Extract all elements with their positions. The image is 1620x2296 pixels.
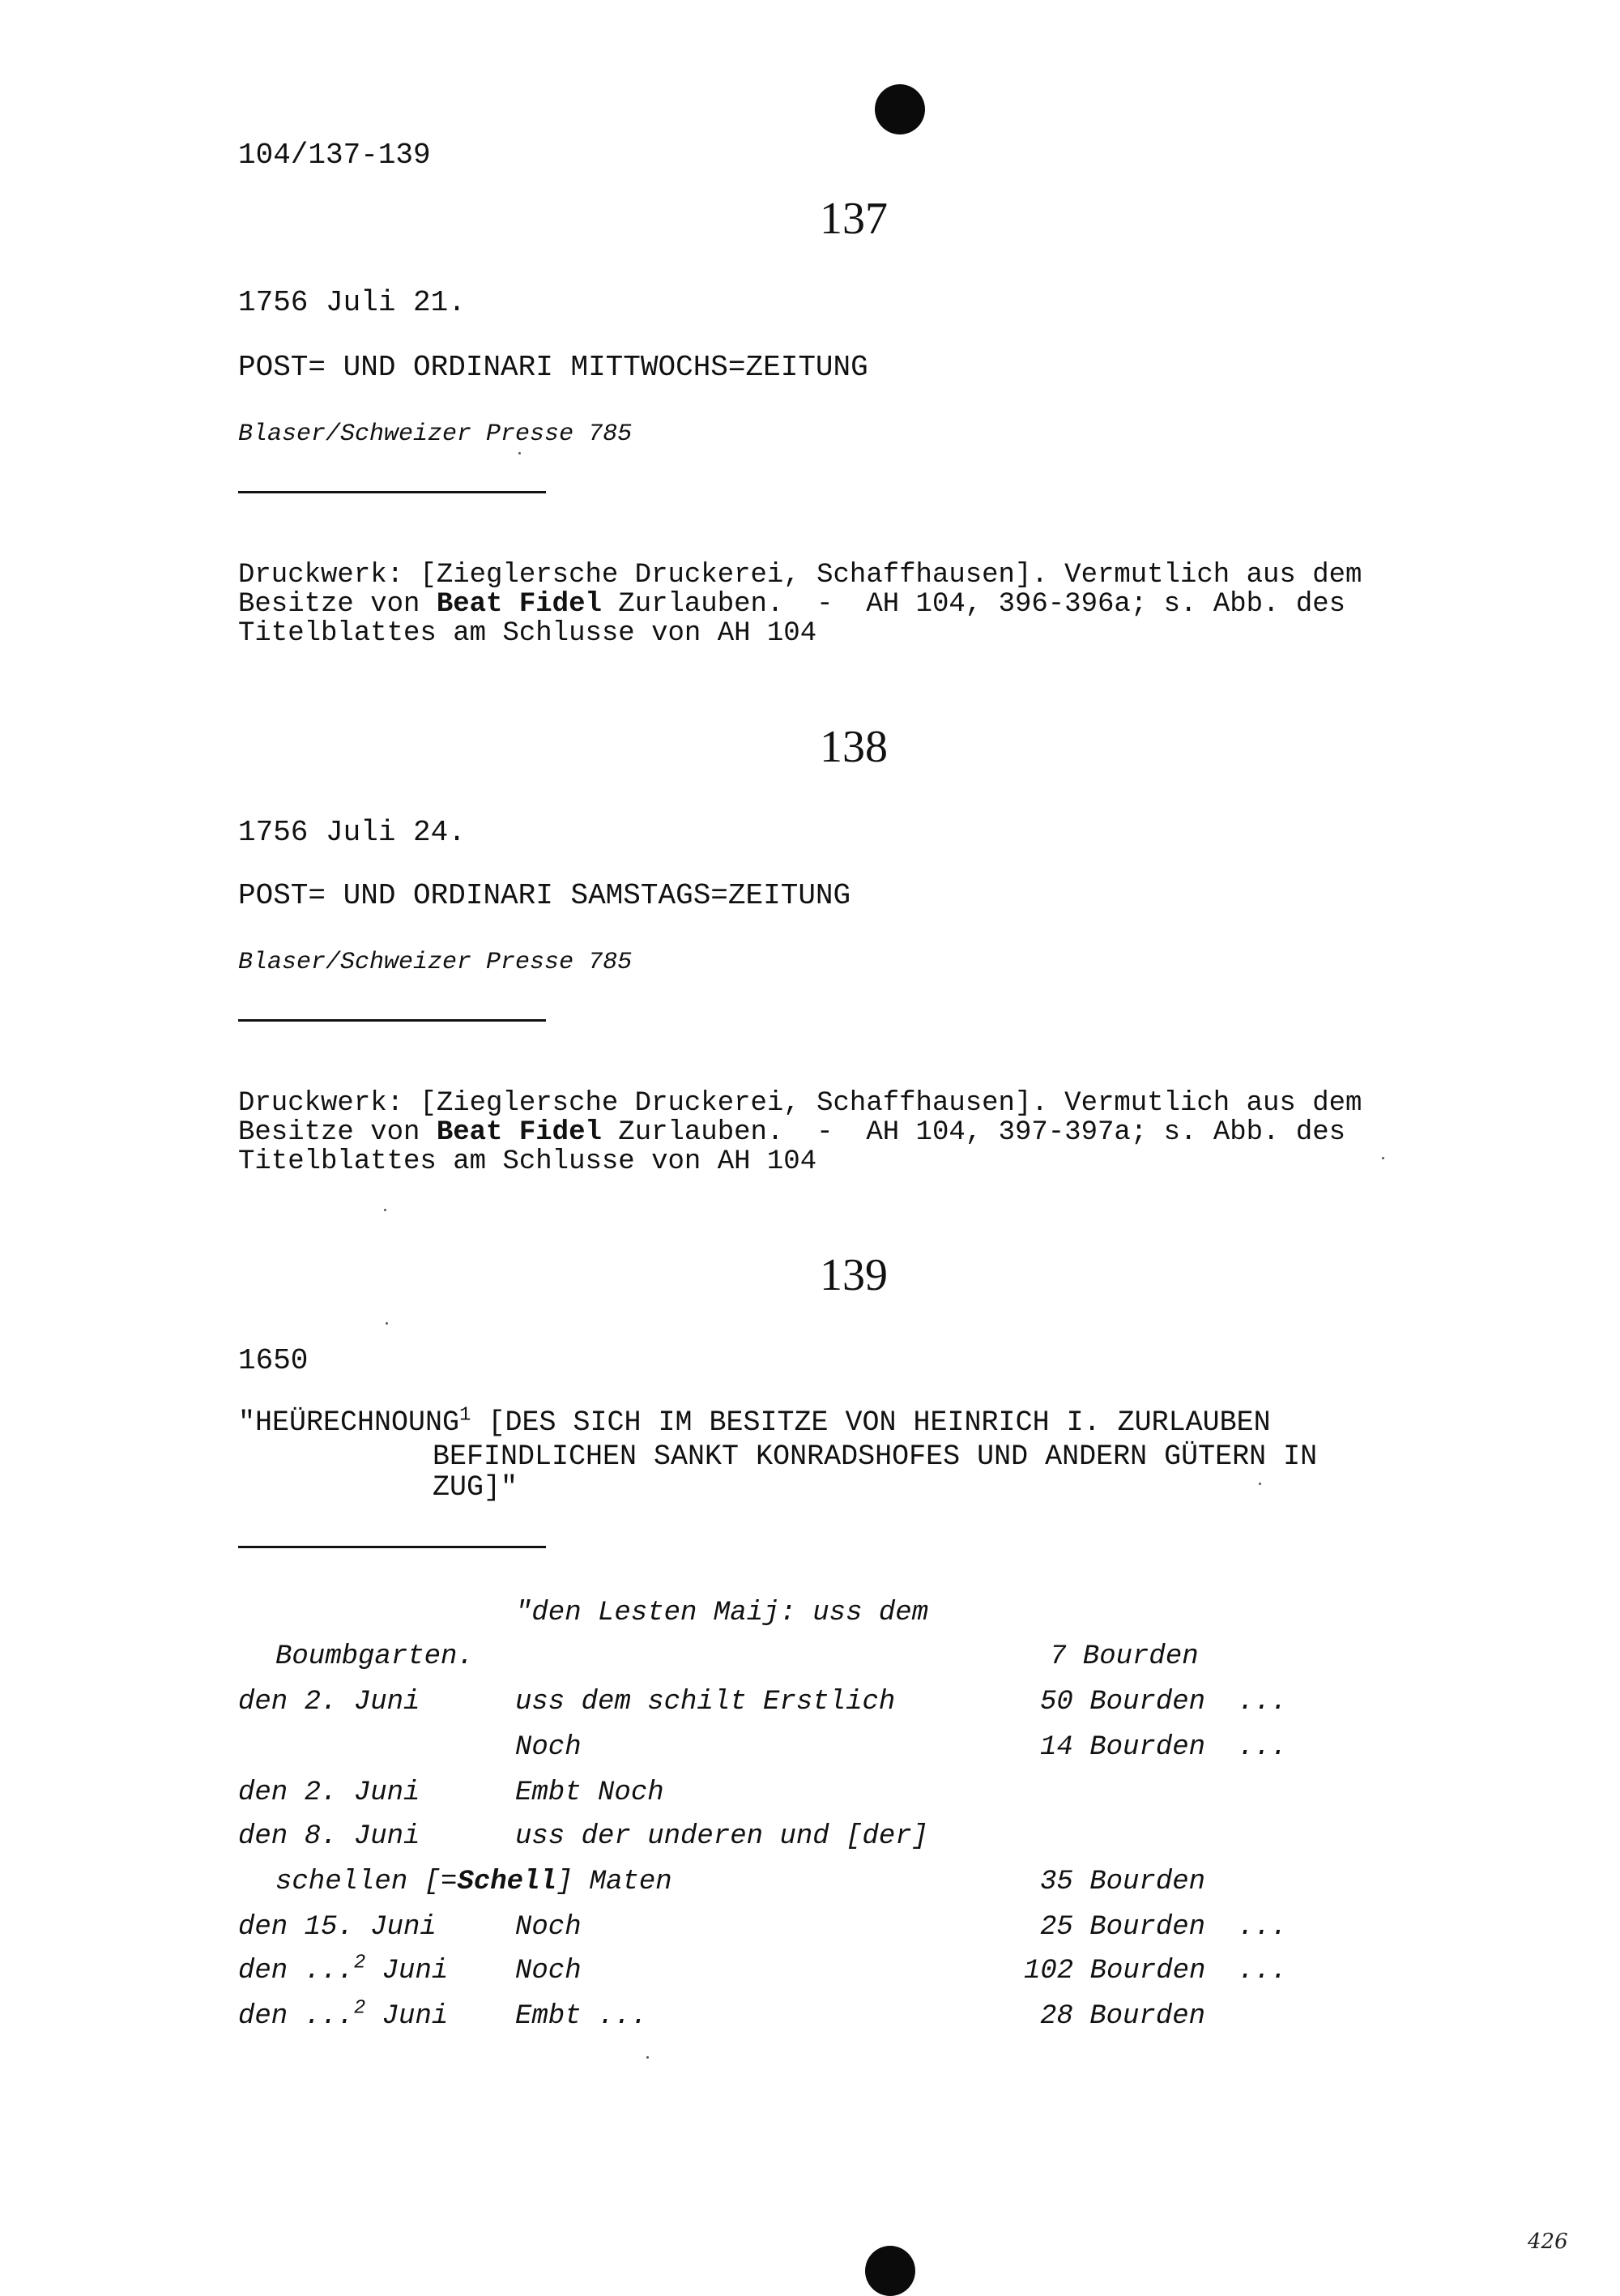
entry-source: Blaser/Schweizer Presse 785 xyxy=(238,949,633,976)
divider xyxy=(238,1019,546,1022)
row-amount: 35 Bourden xyxy=(1040,1867,1206,1897)
entry-date: 1756 Juli 21. xyxy=(238,286,466,319)
scan-speck xyxy=(386,1322,388,1325)
scan-speck xyxy=(1382,1157,1384,1159)
row-amount: 25 Bourden xyxy=(1040,1912,1206,1943)
row-date xyxy=(275,1867,672,1897)
scan-speck xyxy=(518,452,521,455)
row-text: Noch xyxy=(515,1912,582,1943)
entry-title: POST= UND ORDINARI SAMSTAGS=ZEITUNG xyxy=(238,879,851,912)
row-amount: 102 Bourden xyxy=(1024,1956,1206,1987)
row-text: schellen [= xyxy=(275,1867,458,1897)
entry-title-continued: BEFINDLICHEN SANKT KONRADSHOFES UND ANDERN GÜTERN IN xyxy=(433,1440,1318,1473)
person-name: Beat Fidel xyxy=(436,1117,602,1148)
entry-number: 138 xyxy=(820,722,888,772)
table-intro: "den Lesten Maij: uss dem xyxy=(515,1598,929,1628)
document-reference: 104/137-139 xyxy=(238,139,431,172)
description-line: Besitze von xyxy=(238,1117,437,1148)
description-line: Zurlauben. - AH 104, 397-397a; s. Abb. des xyxy=(601,1117,1346,1148)
row-date xyxy=(238,1952,449,1987)
row-tail: ... xyxy=(1238,1732,1288,1763)
handwritten-page-mark: 426 xyxy=(1528,2230,1568,2254)
row-text: Juni xyxy=(365,1956,449,1987)
row-tail: ... xyxy=(1238,1687,1288,1718)
row-tail: ... xyxy=(1238,1956,1288,1987)
row-date: den 2. Juni xyxy=(238,1777,420,1808)
entry-description xyxy=(238,531,1362,648)
row-text: Noch xyxy=(515,1956,582,1987)
row-text: Embt Noch xyxy=(515,1777,664,1808)
row-date xyxy=(238,1997,449,2032)
row-amount: 7 Bourden xyxy=(1050,1641,1199,1672)
entry-date: 1756 Juli 24. xyxy=(238,816,466,849)
entry-title: POST= UND ORDINARI MITTWOCHS=ZEITUNG xyxy=(238,351,868,384)
divider xyxy=(238,1546,546,1548)
footnote-mark: 1 xyxy=(459,1404,471,1427)
row-date: den 8. Juni xyxy=(238,1821,420,1852)
entry-date: 1650 xyxy=(238,1344,309,1377)
binder-hole-bottom xyxy=(865,2246,915,2296)
entry-number: 137 xyxy=(820,194,888,244)
row-text: ] Maten xyxy=(556,1867,672,1897)
row-date: den 15. Juni xyxy=(238,1912,437,1943)
description-line: Titelblattes am Schlusse von AH 104 xyxy=(238,1146,817,1177)
description-line: Titelblattes am Schlusse von AH 104 xyxy=(238,618,817,649)
entry-number: 139 xyxy=(820,1250,888,1300)
description-line: Besitze von xyxy=(238,589,437,620)
footnote-mark: 2 xyxy=(353,1952,366,1974)
row-text: Embt ... xyxy=(515,2001,648,2032)
row-text: Noch xyxy=(515,1732,582,1763)
description-line: Druckwerk: [Zieglersche Druckerei, Schaffhausen]. Vermutlich aus dem xyxy=(238,1088,1362,1119)
row-text: Juni xyxy=(365,2001,449,2032)
row-amount: 50 Bourden xyxy=(1040,1687,1206,1718)
row-tail: ... xyxy=(1238,1912,1288,1943)
row-text: den ... xyxy=(238,2001,354,2032)
entry-source: Blaser/Schweizer Presse 785 xyxy=(238,420,633,448)
description-line: Zurlauben. - AH 104, 396-396a; s. Abb. des xyxy=(601,589,1346,620)
scan-speck xyxy=(1259,1483,1261,1485)
entry-title-continued: ZUG]" xyxy=(433,1471,518,1504)
person-name: Beat Fidel xyxy=(436,589,602,620)
row-date: den 2. Juni xyxy=(238,1687,420,1718)
title-text: [DES SICH IM BESITZE VON HEINRICH I. ZURLAUBEN xyxy=(471,1406,1271,1439)
row-date: Boumbgarten. xyxy=(275,1641,474,1672)
row-amount: 28 Bourden xyxy=(1040,2001,1206,2032)
scan-speck xyxy=(646,2056,649,2059)
place-name: Schell xyxy=(457,1867,556,1897)
binder-hole-top xyxy=(875,84,925,134)
footnote-mark: 2 xyxy=(353,1997,366,2020)
scan-speck xyxy=(384,1209,386,1211)
entry-description xyxy=(238,1060,1362,1176)
row-text: den ... xyxy=(238,1956,354,1987)
description-line: Druckwerk: [Zieglersche Druckerei, Schaffhausen]. Vermutlich aus dem xyxy=(238,560,1362,591)
row-text: uss dem schilt Erstlich xyxy=(515,1687,896,1718)
divider xyxy=(238,491,546,493)
row-text: uss der underen und [der] xyxy=(515,1821,929,1852)
row-amount: 14 Bourden xyxy=(1040,1732,1206,1763)
title-text: "HEÜRECHNOUNG xyxy=(238,1406,460,1439)
entry-title xyxy=(238,1406,1271,1439)
